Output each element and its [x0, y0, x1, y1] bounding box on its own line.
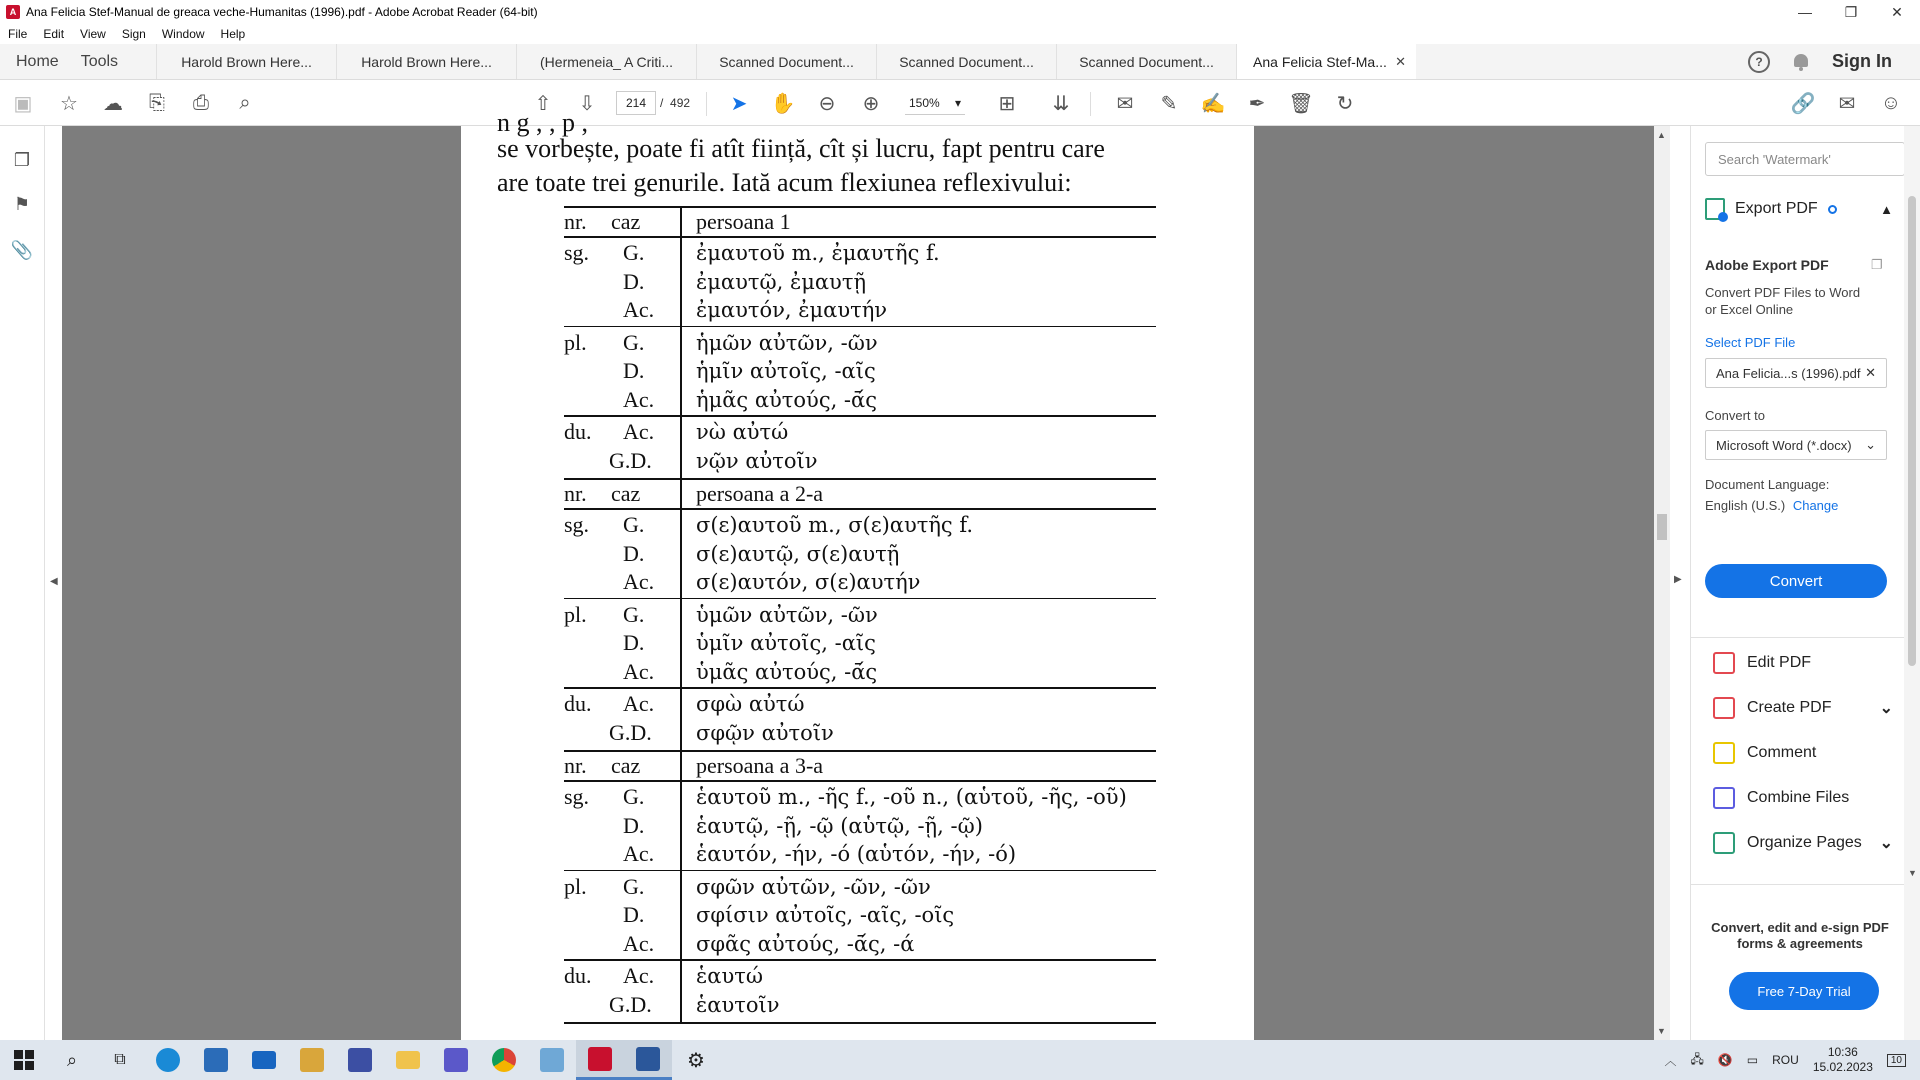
select-cursor-icon[interactable]: ➤ [730, 92, 748, 115]
find-zoom-icon[interactable]: ⌕ [239, 91, 251, 114]
chevron-down-icon[interactable]: ⌄ [1879, 835, 1893, 852]
free-trial-button[interactable]: Free 7-Day Trial [1729, 972, 1879, 1010]
header-case: caz [611, 209, 641, 234]
doc-tab[interactable]: Scanned Document... [1056, 44, 1236, 79]
header-number: nr. [564, 209, 587, 234]
share-link-icon[interactable]: 🔗 [1790, 92, 1816, 115]
maximize-button[interactable]: ❐ [1844, 3, 1858, 20]
notification-center-icon[interactable]: 10 [1887, 1054, 1906, 1067]
select-pdf-file-link[interactable]: Select PDF File [1705, 335, 1796, 350]
mail-icon[interactable] [240, 1040, 288, 1080]
export-desc-line: Convert PDF Files to Word [1705, 285, 1861, 300]
greek-form: ὑμῖν αὐτοῖς, -αῖς [696, 631, 876, 655]
volume-muted-icon[interactable]: 🔇 [1717, 1053, 1733, 1067]
hand-tool-icon[interactable]: ✋ [770, 92, 796, 115]
save-icon[interactable]: ▣ [13, 92, 33, 115]
doc-tab[interactable]: Scanned Document... [696, 44, 876, 79]
greek-form: σφῶν αὐτῶν, -ῶν, -ῶν [696, 874, 931, 899]
document-scroll-thumb[interactable] [1657, 514, 1667, 540]
bookmarks-icon[interactable]: ⚑ [13, 193, 31, 214]
selected-file-field [1705, 358, 1887, 388]
edit-pdf-icon [1713, 652, 1735, 674]
case-label: G.D. [609, 719, 652, 745]
convert-to-value: Microsoft Word (*.docx) [1716, 437, 1852, 453]
case-label: G.D. [609, 991, 652, 1017]
case-label: G. [623, 873, 645, 899]
draw-icon[interactable]: ✍ [1200, 92, 1226, 115]
case-label: G. [623, 784, 645, 809]
tab-home[interactable]: Home [16, 52, 59, 70]
left-navigation-rail [0, 126, 45, 1040]
case-label: Ac. [623, 419, 655, 444]
menu-file[interactable]: File [8, 27, 28, 41]
document-language-row [1705, 498, 1838, 513]
greek-form: σ(ε)αυτόν, σ(ε)αυτήν [696, 570, 921, 594]
change-language-link[interactable]: Change [1792, 498, 1839, 513]
show-hidden-icons-icon[interactable]: ︿ [1664, 1053, 1677, 1068]
number-label: sg. [564, 784, 590, 809]
title-bar [0, 0, 1920, 24]
header-number: nr. [564, 753, 587, 778]
clock-time: 10:36 [1827, 1045, 1858, 1059]
next-page-icon[interactable]: ⇩ [578, 92, 596, 115]
app-icon[interactable] [432, 1040, 480, 1080]
case-label: D. [623, 358, 645, 383]
case-label: G. [623, 512, 645, 537]
case-label: G.D. [609, 447, 652, 473]
body-text-line: are toate trei genurile. Iată acum flexiunea reflexivului: [497, 168, 1072, 197]
notification-bell-icon[interactable] [1792, 52, 1810, 72]
case-label: Ac. [623, 841, 655, 866]
table-rule [564, 780, 1156, 782]
table-rule [564, 206, 1156, 208]
attachments-icon[interactable]: 📎 [10, 239, 34, 260]
header-person: persoana a 2-a [696, 481, 824, 506]
greek-form: ἑαυτόν, -ήν, -ό (αὑτόν, -ήν, -ό) [696, 842, 1017, 866]
close-tab-icon[interactable]: ✕ [1395, 53, 1407, 69]
system-tray [1664, 1040, 1920, 1080]
page-separator: / [660, 96, 664, 110]
prev-page-icon[interactable]: ⇧ [534, 92, 552, 115]
case-label: Ac. [623, 569, 655, 594]
promo-line: Convert, edit and e-sign PDF [1711, 920, 1889, 935]
header-case: caz [611, 753, 641, 778]
tool-combine-files[interactable] [1713, 787, 1893, 809]
promo-line: forms & agreements [1737, 936, 1863, 951]
comment-icon[interactable]: ✉ [1116, 92, 1134, 115]
table-column-rule [680, 750, 682, 1022]
table-rule [564, 508, 1156, 510]
number-label: pl. [564, 873, 587, 899]
greek-form: νῷν αὐτοῖν [696, 448, 818, 473]
greek-form: ἡμῖν αὐτοῖς, -αῖς [696, 359, 876, 383]
menu-bar [0, 24, 1920, 44]
chevron-down-icon: ⌄ [1865, 437, 1876, 452]
account-icon[interactable]: ☺ [1880, 91, 1902, 114]
store-icon[interactable] [192, 1040, 240, 1080]
case-label: Ac. [623, 930, 655, 956]
doc-tab[interactable]: Scanned Document... [876, 44, 1056, 79]
greek-form: ἑαυτοῦ m., -ῆς f., -οῦ n., (αὑτοῦ, -ῆς, -οῦ) [696, 785, 1127, 809]
case-label: D. [623, 812, 645, 838]
acrobat-app-icon: A [6, 5, 20, 19]
table-rule [564, 687, 1156, 689]
total-pages: 492 [670, 96, 691, 110]
number-label: pl. [564, 329, 587, 355]
table-column-rule [680, 478, 682, 750]
tool-label: Create PDF [1747, 699, 1832, 716]
tab-bar [0, 44, 1920, 80]
create-pdf-icon [1713, 697, 1735, 719]
share-file-icon[interactable]: ⎘ [149, 91, 165, 114]
number-label: du. [564, 419, 592, 444]
media-player-icon[interactable] [288, 1040, 336, 1080]
table-rule [564, 326, 1156, 328]
display-icon[interactable]: ▭ [1746, 1053, 1759, 1067]
search-icon[interactable]: ⌕ [66, 1049, 78, 1070]
zoom-out-icon[interactable]: ⊖ [818, 92, 836, 115]
menu-view[interactable]: View [80, 27, 106, 41]
search-tools-input[interactable]: Search 'Watermark' [1705, 142, 1905, 176]
tool-edit-pdf[interactable] [1713, 652, 1893, 674]
table-rule [564, 959, 1156, 961]
document-scrollbar[interactable]: ▲ ▼ [1654, 126, 1670, 1040]
page-thumbnails-icon[interactable]: ❐ [13, 149, 31, 170]
case-label: G. [623, 240, 645, 265]
header-number: nr. [564, 481, 587, 506]
case-label: Ac. [623, 963, 655, 988]
greek-form: ὑμῶν αὐτῶν, -ῶν [696, 602, 878, 627]
acrobat-taskbar-icon[interactable] [576, 1040, 624, 1080]
toolbar [0, 80, 1920, 126]
convert-to-select[interactable] [1705, 430, 1887, 460]
export-desc-line: or Excel Online [1705, 302, 1794, 317]
clock[interactable] [1813, 1045, 1873, 1075]
greek-form: σφίσιν αὐτοῖς, -αῖς, -οῖς [696, 903, 955, 927]
bookmark-star-icon[interactable]: ☆ [60, 92, 78, 115]
case-label: Ac. [623, 691, 655, 716]
file-explorer-icon[interactable] [384, 1040, 432, 1080]
tool-organize-pages[interactable] [1713, 832, 1893, 854]
rotate-icon[interactable]: ↻ [1336, 92, 1354, 115]
cut-off-line: n g , , p , [497, 108, 588, 137]
export-pdf-header[interactable] [1705, 198, 1905, 220]
table-rule [564, 478, 1156, 480]
number-label: du. [564, 691, 592, 716]
menu-sign[interactable]: Sign [121, 27, 146, 41]
windows-taskbar [0, 1040, 1920, 1080]
menu-help[interactable]: Help [220, 27, 246, 41]
task-view-icon[interactable]: ⧉ [114, 1051, 126, 1068]
doc-tab-active[interactable] [1236, 44, 1416, 79]
greek-form: ἐμαυτῷ, ἐμαυτῇ [696, 269, 867, 294]
selected-file-name: Ana Felicia...s (1996).pdf [1716, 365, 1861, 381]
copy-icon[interactable]: ❐ [1871, 257, 1883, 272]
convert-button[interactable]: Convert [1705, 564, 1887, 598]
greek-form: σφῷν αὐτοῖν [696, 720, 834, 745]
greek-form: ἡμᾶς αὐτούς, -ᾱ́ς [696, 387, 877, 412]
collapse-right-pane-icon[interactable]: ▶ [1674, 574, 1682, 585]
number-label: du. [564, 963, 592, 988]
scroll-mode-icon[interactable]: ⇊ [1052, 92, 1070, 115]
doc-tab[interactable]: (Hermeneia_ A Criti... [516, 44, 696, 79]
doc-tab[interactable]: Harold Brown Here... [336, 44, 516, 79]
greek-form: σφὼ αὐτώ [696, 692, 805, 716]
fill-sign-icon[interactable]: ✒ [1248, 92, 1266, 115]
organize-pages-icon [1713, 832, 1735, 854]
language-indicator[interactable]: ROU [1772, 1053, 1799, 1067]
table-column-rule [680, 206, 682, 478]
tool-label: Comment [1747, 744, 1817, 761]
word-taskbar-icon[interactable] [624, 1040, 672, 1080]
doc-tab-label: Ana Felicia Stef-Ma... [1253, 53, 1387, 70]
table-rule [564, 870, 1156, 872]
menu-edit[interactable]: Edit [43, 27, 65, 41]
save-disk-icon[interactable] [336, 1040, 384, 1080]
export-pdf-icon [1705, 198, 1725, 220]
greek-form: ἑαυτώ [696, 964, 763, 988]
doc-tab[interactable]: Harold Brown Here... [156, 44, 336, 79]
edge-browser-icon[interactable] [144, 1040, 192, 1080]
tool-create-pdf[interactable] [1713, 697, 1893, 719]
body-text-line: se vorbește, poate fi atît ființă, cît și lucru, fapt pentru care [497, 134, 1105, 163]
minimize-button[interactable]: — [1798, 4, 1812, 20]
zoom-select[interactable] [905, 91, 965, 115]
table-rule [564, 750, 1156, 752]
page-number-input[interactable]: 214 [616, 91, 656, 115]
help-icon[interactable]: ? [1748, 51, 1770, 73]
clear-file-icon[interactable]: ✕ [1865, 365, 1876, 380]
table-rule [564, 1022, 1156, 1024]
tool-label: Combine Files [1747, 789, 1850, 806]
close-window-button[interactable]: ✕ [1891, 3, 1903, 20]
clock-date: 15.02.2023 [1812, 1060, 1873, 1074]
settings-gear-icon[interactable]: ⚙ [687, 1049, 705, 1072]
number-label: pl. [564, 601, 587, 627]
table-rule [564, 598, 1156, 600]
chevron-down-icon[interactable]: ⌄ [1879, 700, 1893, 717]
chrome-icon[interactable] [480, 1040, 528, 1080]
case-label: D. [623, 902, 645, 927]
tool-label: Organize Pages [1747, 834, 1862, 851]
promo-text [1705, 920, 1895, 952]
collapse-left-pane-icon[interactable]: ◀ [50, 576, 58, 587]
delete-icon[interactable]: 🗑 [1288, 92, 1314, 115]
greek-form: ἑαυτοῖν [696, 992, 780, 1017]
tool-label: Edit PDF [1747, 654, 1812, 671]
header-person: persoana 1 [696, 209, 791, 234]
window-title: Ana Felicia Stef-Manual de greaca veche-Humanitas (1996).pdf - Adobe Acrobat Reader (64-bit) [26, 5, 538, 19]
case-label: G. [623, 601, 645, 627]
greek-form: σ(ε)αυτοῦ m., σ(ε)αυτῆς f. [696, 513, 974, 537]
case-label: D. [623, 268, 645, 294]
pdf-page [461, 108, 1254, 1040]
table-rule [564, 236, 1156, 238]
chevron-up-icon[interactable]: ▲ [1880, 201, 1893, 217]
page-fit-icon[interactable]: ⊞ [998, 92, 1016, 115]
page-total [660, 96, 690, 110]
header-person: persoana a 3-a [696, 753, 824, 778]
number-label: sg. [564, 240, 590, 265]
greek-form: σ(ε)αυτῷ, σ(ε)αυτῇ [696, 541, 900, 566]
network-icon[interactable]: 🖧 [1690, 1051, 1704, 1066]
greek-form: ἑαυτῷ, -ῇ, -ῷ (αὑτῷ, -ῇ, -ῷ) [696, 813, 983, 838]
notepad-icon[interactable] [528, 1040, 576, 1080]
windows-start-icon[interactable] [0, 1040, 48, 1080]
case-label: Ac. [623, 386, 655, 412]
case-label: D. [623, 630, 645, 655]
case-label: G. [623, 329, 645, 355]
chevron-down-icon: ▾ [954, 95, 961, 110]
tool-comment[interactable] [1713, 742, 1893, 764]
right-tools-pane [1690, 126, 1904, 1040]
case-label: D. [623, 540, 645, 566]
greek-form: νὼ αὐτώ [696, 420, 789, 444]
menu-window[interactable]: Window [161, 27, 205, 41]
sign-in-link[interactable]: Sign In [1832, 51, 1892, 71]
export-pdf-title: Export PDF [1735, 200, 1818, 217]
number-label: sg. [564, 512, 590, 537]
highlight-pen-icon[interactable]: ✎ [1160, 92, 1178, 115]
zoom-value: 150% [909, 95, 940, 110]
upload-cloud-icon[interactable]: ☁ [103, 92, 123, 115]
document-language-label: Document Language: [1705, 477, 1830, 492]
header-case: caz [611, 481, 641, 506]
email-icon[interactable]: ✉ [1838, 92, 1856, 115]
adobe-export-title: Adobe Export PDF [1705, 257, 1829, 273]
greek-form: ἐμαυτοῦ m., ἐμαυτῆς f. [696, 241, 940, 265]
greek-form: ἐμαυτόν, ἐμαυτήν [696, 298, 888, 322]
status-dot-icon [1828, 205, 1837, 214]
greek-form: ὑμᾶς αὐτούς, -ᾱ́ς [696, 659, 878, 684]
document-language-value: English (U.S.) [1705, 498, 1786, 513]
case-label: Ac. [623, 658, 655, 684]
comment-icon [1713, 742, 1735, 764]
tab-tools[interactable]: Tools [80, 52, 119, 70]
combine-files-icon [1713, 787, 1735, 809]
greek-form: ἡμῶν αὐτῶν, -ῶν [696, 330, 878, 355]
zoom-in-icon[interactable]: ⊕ [862, 92, 880, 115]
tools-pane-scrollbar[interactable]: ▼ [1904, 126, 1920, 1040]
table-rule [564, 415, 1156, 417]
case-label: Ac. [623, 297, 655, 322]
tools-pane-scroll-thumb[interactable] [1908, 196, 1916, 666]
greek-form: σφᾶς αὐτούς, -ᾱ́ς, -ά [696, 931, 915, 956]
print-icon[interactable]: ⎙ [193, 91, 209, 114]
convert-to-label: Convert to [1705, 408, 1765, 423]
